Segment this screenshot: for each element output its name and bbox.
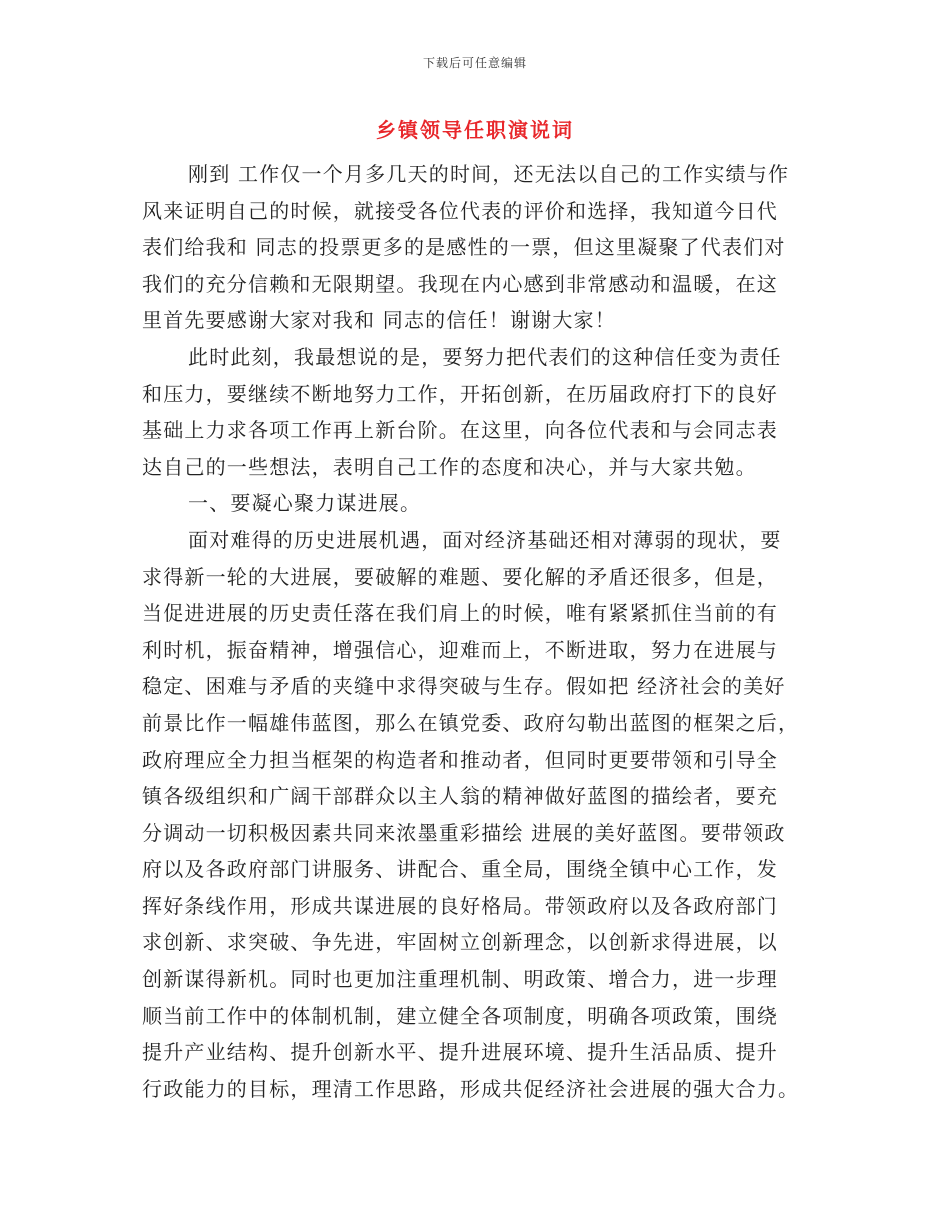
paragraph-line: 提升产业结构、提升创新水平、提升进展环境、提升生活品质、提升 [142,1040,778,1065]
header-note: 下载后可任意编辑 [422,56,527,70]
paragraph-line: 我们的充分信赖和无限期望。我现在内心感到非常感动和温暖，在这 [142,271,778,296]
document-body [142,156,808,1107]
paragraph-line: 基础上力求各项工作再上新台阶。在这里，向各位代表和与会同志表 [142,418,778,443]
section-heading-1 [142,485,808,522]
paragraph-line: 求得新一轮的大进展，要破解的难题、要化解的矛盾还很多，但是， [142,564,778,589]
paragraph-line: 当促进进展的历史责任落在我们肩上的时候，唯有紧紧抓住当前的有 [142,601,778,626]
paragraph-line: 顺当前工作中的体制机制，建立健全各项制度，明确各项政策，围绕 [142,1003,778,1028]
paragraph-line: 风来证明自己的时候，就接受各位代表的评价和选择，我知道今日代 [142,198,778,223]
paragraph-line: 面对难得的历史进展机遇，面对经济基础还相对薄弱的现状，要 [188,527,782,552]
paragraph-line: 分调动一切积极因素共同来浓墨重彩描绘 进展的美好蓝图。要带领政 [142,820,786,845]
paragraph-line: 此时此刻，我最想说的是，要努力把代表们的这种信任变为责任 [188,344,782,369]
paragraph-line: 创新谋得新机。同时也更加注重理机制、明政策、增合力，进一步理 [142,967,778,992]
paragraph-line: 表们给我和 同志的投票更多的是感性的一票，但这里凝聚了代表们对 [142,235,786,260]
paragraph-line: 挥好条线作用，形成共谋进展的良好格局。带领政府以及各政府部门 [142,893,778,918]
paragraph-line: 政府理应全力担当框架的构造者和推动者，但同时更要带领和引导全 [142,747,778,772]
paragraph-line: 府以及各政府部门讲服务、讲配合、重全局，围绕全镇中心工作，发 [142,857,778,882]
document-title: 乡镇领导任职演说词 [376,118,574,142]
paragraph-2 [142,339,808,485]
paragraph-line: 稳定、困难与矛盾的夹缝中求得突破与生存。假如把 经济社会的美好 [142,674,786,699]
paragraph-line: 达自己的一些想法，表明自己工作的态度和决心，并与大家共勉。 [142,454,757,479]
paragraph-1 [142,156,808,339]
paragraph-3 [142,522,808,1108]
paragraph-line: 行政能力的目标，理清工作思路，形成共促经济社会进展的强大合力。 [142,1076,800,1101]
paragraph-line: 利时机，振奋精神，增强信心，迎难而上，不断进取，努力在进展与 [142,637,778,662]
paragraph-line: 镇各级组织和广阔干部群众以主人翁的精神做好蓝图的描绘者，要充 [142,784,778,809]
paragraph-line: 里首先要感谢大家对我和 同志的信任！谢谢大家！ [142,308,616,333]
paragraph-line: 求创新、求突破、争先进，牢固树立创新理念，以创新求得进展，以 [142,930,778,955]
paragraph-line: 前景比作一幅雄伟蓝图，那么在镇党委、政府勾勒出蓝图的框架之后， [142,710,800,735]
paragraph-line: 和压力，要继续不断地努力工作，开拓创新，在历届政府打下的良好 [142,381,778,406]
paragraph-line: 刚到 工作仅一个月多几天的时间，还无法以自己的工作实绩与作 [188,162,790,186]
section-heading-line: 一、要凝心聚力谋进展。 [188,491,422,516]
